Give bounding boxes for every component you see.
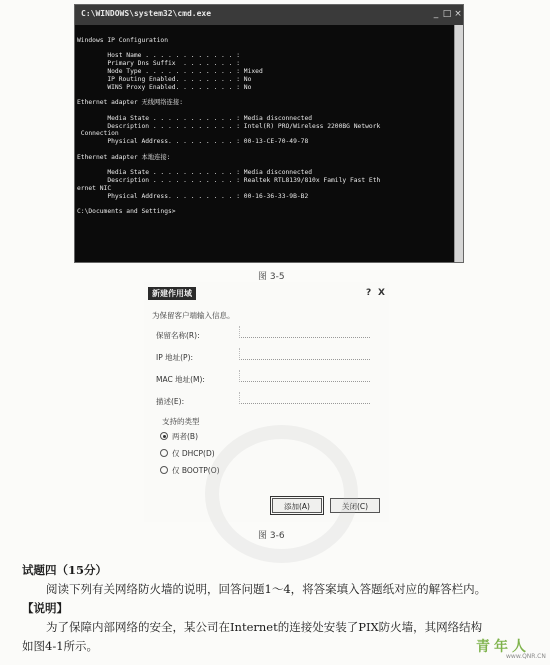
dialog-title: 新建作用域 xyxy=(148,287,196,300)
question-heading: 试题四（15分） xyxy=(22,563,108,577)
description-input[interactable] xyxy=(239,392,370,404)
supported-types-label: 支持的类型 xyxy=(162,417,200,426)
dialog-titlebar xyxy=(144,282,389,302)
console-line: Physical Address. . . . . . . . . : 00-16-36-33-9B-B2 xyxy=(77,192,309,200)
close-icon[interactable]: X xyxy=(378,288,385,298)
close-button[interactable]: 关闭(C) xyxy=(330,498,380,513)
console-line: Node Type . . . . . . . . . . . . : Mixed xyxy=(77,67,263,75)
note-heading: 【说明】 xyxy=(22,601,68,615)
console-line: IP Routing Enabled. . . . . . . . : No xyxy=(77,75,252,83)
ip-address-label: IP 地址(P): xyxy=(156,353,194,362)
console-line: Windows IP Configuration xyxy=(77,36,168,44)
console-line xyxy=(77,201,453,209)
console-line: Primary Dns Suffix . . . . . . . : xyxy=(77,60,241,68)
console-line: Description . . . . . . . . . . . : Intel(R) PRO/Wireless 2200BG Network xyxy=(77,122,381,130)
console-line: Host Name . . . . . . . . . . . . : xyxy=(77,52,241,60)
add-button[interactable]: 添加(A) xyxy=(272,498,322,513)
figure-caption-3-5: 图 3-5 xyxy=(258,272,285,282)
console-line xyxy=(77,91,453,99)
console-line: Description . . . . . . . . . . . : Realtek RTL8139/810x Family Fast Eth xyxy=(77,177,381,185)
console-line: Physical Address. . . . . . . . . : 00-13-CE-70-49-78 xyxy=(77,138,309,146)
console-line xyxy=(77,162,453,170)
logo-url: www.QNR.CN xyxy=(506,653,546,660)
console-line: Connection xyxy=(77,130,119,138)
console-line: Media State . . . . . . . . . . . : Media disconnected xyxy=(77,169,313,177)
console-titlebar xyxy=(75,5,463,25)
body-line-2: 如图4-1所示。 xyxy=(22,639,99,653)
reservation-name-label: 保留名称(R): xyxy=(156,331,200,340)
console-line: Ethernet adapter 本地连接: xyxy=(77,153,171,161)
mac-address-label: MAC 地址(M): xyxy=(156,375,205,384)
radio-both[interactable] xyxy=(160,432,168,440)
console-scrollbar[interactable] xyxy=(454,25,463,262)
console-line: Ethernet adapter 无线网络连接: xyxy=(77,99,184,107)
radio-bootp-only[interactable] xyxy=(160,466,168,474)
radio-both-label: 两者(B) xyxy=(172,432,198,441)
console-line: WINS Proxy Enabled. . . . . . . . : No xyxy=(77,83,252,91)
console-line xyxy=(77,29,453,37)
close-icon[interactable]: × xyxy=(454,9,462,19)
radio-dhcp-only-label: 仅 DHCP(D) xyxy=(172,449,215,458)
maximize-icon[interactable]: □ xyxy=(442,9,452,19)
question-intro: 阅读下列有关网络防火墙的说明，回答问题1～4，将答案填入答题纸对应的解答栏内。 xyxy=(46,582,487,596)
reservation-name-input[interactable] xyxy=(239,326,370,338)
console-line xyxy=(77,107,453,115)
console-output xyxy=(77,29,453,258)
description-label: 描述(E): xyxy=(156,397,185,406)
minimize-icon[interactable]: _ xyxy=(433,9,439,19)
logo-text: 青年人 xyxy=(476,639,530,655)
console-line xyxy=(77,146,453,154)
radio-dhcp-only[interactable] xyxy=(160,449,168,457)
help-icon[interactable]: ? xyxy=(366,288,372,298)
dialog-instruction: 为保留客户端输入信息。 xyxy=(152,311,235,320)
console-window xyxy=(74,4,464,263)
console-line xyxy=(77,45,453,53)
body-line-1: 为了保障内部网络的安全，某公司在Internet的连接处安装了PIX防火墙，其网络结构 xyxy=(46,620,483,634)
figure-caption-3-6: 图 3-6 xyxy=(258,531,285,541)
site-logo xyxy=(468,640,546,662)
console-line: Media State . . . . . . . . . . . : Media disconnected xyxy=(77,114,313,122)
ip-address-input[interactable] xyxy=(239,348,370,360)
radio-bootp-only-label: 仅 BOOTP(O) xyxy=(172,466,220,475)
console-line: ernet NIC xyxy=(77,184,112,192)
watermark-mark xyxy=(205,425,358,563)
console-line: C:\Documents and Settings> xyxy=(77,208,176,216)
mac-address-input[interactable] xyxy=(239,370,370,382)
console-title: C:\WINDOWS\system32\cmd.exe xyxy=(81,9,212,18)
